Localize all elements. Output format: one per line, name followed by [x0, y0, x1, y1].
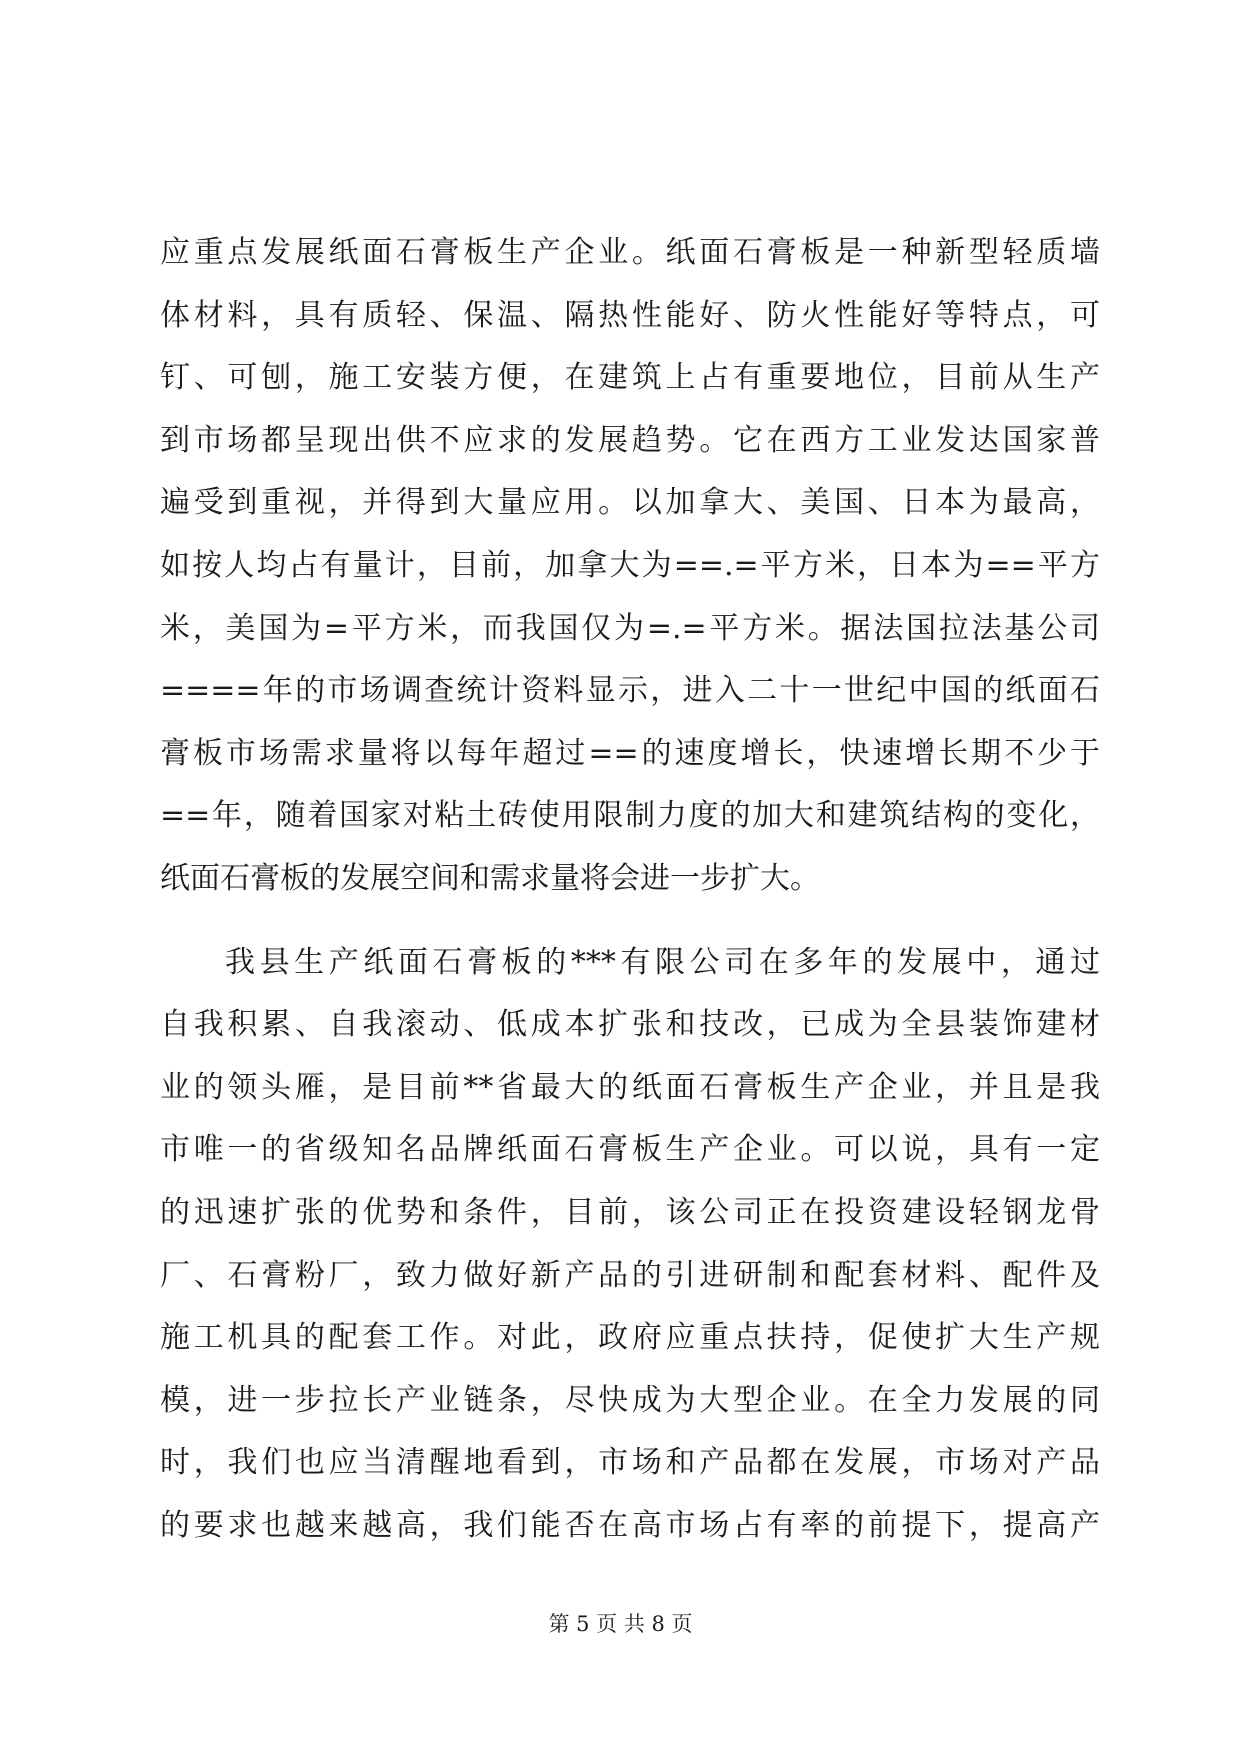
- text-line: 厂、石膏粉厂，致力做好新产品的引进研制和配套材料、配件及: [160, 1257, 1100, 1293]
- text-line: 膏板市场需求量将以每年超过==的速度增长，快速增长期不少于: [160, 735, 1100, 771]
- text-line: 如按人均占有量计，目前，加拿大为==.=平方米，日本为==平方: [160, 547, 1100, 583]
- text-line: 的要求也越来越高，我们能否在高市场占有率的前提下，提高产: [160, 1507, 1100, 1543]
- text-line: 到市场都呈现出供不应求的发展趋势。它在西方工业发达国家普: [160, 422, 1100, 458]
- text-line: 施工机具的配套工作。对此，政府应重点扶持，促使扩大生产规: [160, 1320, 1100, 1356]
- text-line: 我县生产纸面石膏板的***有限公司在多年的发展中，通过: [225, 944, 1100, 980]
- text-line: 模，进一步拉长产业链条，尽快成为大型企业。在全力发展的同: [160, 1382, 1100, 1418]
- text-line: ====年的市场调查统计资料显示，进入二十一世纪中国的纸面石: [160, 673, 1100, 709]
- text-line: 米，美国为=平方米，而我国仅为=.=平方米。据法国拉法基公司: [160, 610, 1100, 646]
- text-line: 遍受到重视，并得到大量应用。以加拿大、美国、日本为最高，: [160, 485, 1100, 521]
- text-line: 纸面石膏板的发展空间和需求量将会进一步扩大。: [160, 860, 820, 896]
- text-line: 钉、可刨，施工安装方便，在建筑上占有重要地位，目前从生产: [160, 360, 1100, 396]
- text-line: ==年，随着国家对粘土砖使用限制力度的加大和建筑结构的变化，: [160, 798, 1100, 834]
- paragraph-1: [160, 222, 1100, 911]
- text-line: 应重点发展纸面石膏板生产企业。纸面石膏板是一种新型轻质墙: [160, 235, 1100, 270]
- body-text: [160, 222, 1100, 1557]
- text-line: 时，我们也应当清醒地看到，市场和产品都在发展，市场对产品: [160, 1445, 1100, 1481]
- page-number-label: 第 5 页 共 8 页: [548, 1612, 693, 1636]
- paragraph-gap: [160, 911, 1100, 932]
- paragraph-2: [160, 932, 1100, 1558]
- text-line: 自我积累、自我滚动、低成本扩张和技改，已成为全县装饰建材: [160, 1007, 1100, 1043]
- text-line: 的迅速扩张的优势和条件，目前，该公司正在投资建设轻钢龙骨: [160, 1194, 1100, 1230]
- text-line: 业的领头雁，是目前**省最大的纸面石膏板生产企业，并且是我: [160, 1069, 1100, 1105]
- text-line: 市唯一的省级知名品牌纸面石膏板生产企业。可以说，具有一定: [160, 1132, 1100, 1168]
- page-footer: [0, 1608, 1241, 1638]
- text-line: 体材料，具有质轻、保温、隔热性能好、防火性能好等特点，可: [160, 297, 1100, 333]
